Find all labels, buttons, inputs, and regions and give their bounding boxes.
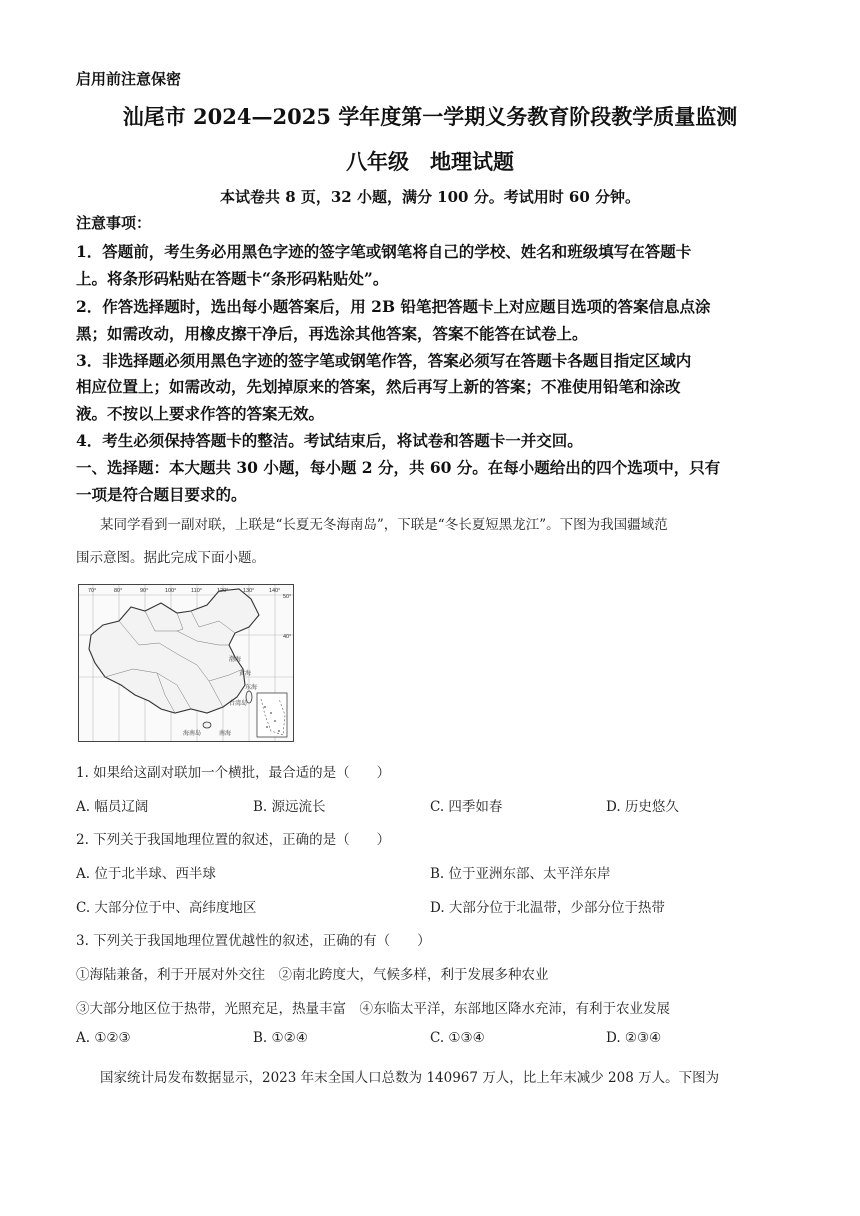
notice-line: 1．答题前，考生务必用黑色字迹的签字笔或钢笔将自己的学校、姓名和班级填写在答题卡 xyxy=(76,242,692,261)
hainan-label: 海南岛 xyxy=(183,731,202,737)
q2-option-b[interactable]: B. 位于亚洲东部、太平洋东岸 xyxy=(430,866,611,882)
exam-subtitle: 八年级 地理试题 xyxy=(346,149,514,174)
notice-line: 3．非选择题必须用黑色字迹的签字笔或钢笔作答，答案必须写在答题卡各题目指定区域内 xyxy=(76,351,692,370)
q3-option-d[interactable]: D. ②③④ xyxy=(606,1030,662,1046)
lat-label: 40° xyxy=(283,634,292,640)
q2-option-c[interactable]: C. 大部分位于中、高纬度地区 xyxy=(76,900,257,916)
notice-line: 2．作答选择题时，选出每小题答案后，用 2B 铅笔把答题卡上对应题目选项的答案信息点涂 xyxy=(76,297,711,316)
notice-line: 液。不按以上要求作答的答案无效。 xyxy=(76,404,325,423)
lon-label: 140° xyxy=(269,588,281,594)
lon-label: 120° xyxy=(217,588,229,594)
material-intro-cont: 围示意图。据此完成下面小题。 xyxy=(76,550,265,566)
notice-line: 黑；如需改动，用橡皮擦干净后，再选涂其他答案，答案不能答在试卷上。 xyxy=(76,324,588,343)
q3-option-c[interactable]: C. ①③④ xyxy=(430,1030,485,1046)
lon-label: 90° xyxy=(140,588,149,594)
question-3-stem: 3. 下列关于我国地理位置优越性的叙述，正确的有（ ） xyxy=(76,933,431,949)
section-heading-cont: 一项是符合题目要求的。 xyxy=(76,485,247,504)
exam-title: 汕尾市 2024—2025 学年度第一学期义务教育阶段教学质量监测 xyxy=(122,104,738,129)
q1-option-b[interactable]: B. 源远流长 xyxy=(253,799,326,815)
notice-line: 4．考生必须保持答题卡的整洁。考试结束后，将试卷和答题卡一并交回。 xyxy=(76,431,583,450)
map-graphic xyxy=(79,585,293,741)
lat-label: 50° xyxy=(283,594,292,600)
china-territory-map xyxy=(78,584,294,742)
lon-label: 80° xyxy=(114,588,123,594)
lon-label: 100° xyxy=(165,588,177,594)
taiwan-label: 台湾岛 xyxy=(229,701,248,707)
question-1-stem: 1. 如果给这副对联加一个横批，最合适的是（ ） xyxy=(76,765,391,781)
notice-line: 相应位置上；如需改动，先划掉原来的答案，然后再写上新的答案；不准使用铅笔和涂改 xyxy=(76,377,681,396)
q1-option-a[interactable]: A. 幅员辽阔 xyxy=(76,799,149,815)
q2-option-a[interactable]: A. 位于北半球、西半球 xyxy=(76,866,216,882)
material-intro-2: 国家统计局发布数据显示，2023 年末全国人口总数为 140967 万人，比上年末减少 208 万人。下图为 xyxy=(100,1070,720,1086)
q3-option-b[interactable]: B. ①②④ xyxy=(253,1030,308,1046)
notice-line: 上。将条形码粘贴在答题卡“条形码粘贴处”。 xyxy=(76,269,389,288)
lon-label: 70° xyxy=(88,588,97,594)
question-2-stem: 2. 下列关于我国地理位置的叙述，正确的是（ ） xyxy=(76,832,391,848)
sea-label-east: 东海 xyxy=(245,685,258,691)
lon-label: 110° xyxy=(191,588,202,594)
confidential-note: 启用前注意保密 xyxy=(76,70,182,88)
q1-option-c[interactable]: C. 四季如春 xyxy=(430,799,503,815)
sea-label-bohai: 渤海 xyxy=(229,657,242,663)
q3-statements-line2: ③大部分地区位于热带，光照充足，热量丰富 ④东临太平洋，东部地区降水充沛，有利于农业发展 xyxy=(76,1001,670,1017)
q2-option-d[interactable]: D. 大部分位于北温带，少部分位于热带 xyxy=(430,900,665,916)
notice-heading: 注意事项： xyxy=(76,214,152,232)
section-heading: 一、选择题：本大题共 30 小题，每小题 2 分，共 60 分。在每小题给出的四个选项中，只有 xyxy=(76,458,721,477)
q3-option-a[interactable]: A. ①②③ xyxy=(76,1030,131,1046)
sea-label-yellow: 黄海 xyxy=(239,671,252,677)
q3-statements-line1: ①海陆兼备，利于开展对外交往 ②南北跨度大，气候多样，利于发展多种农业 xyxy=(76,967,549,983)
sea-label-south: 南海 xyxy=(219,731,232,737)
lon-label: 130° xyxy=(243,588,255,594)
q1-option-d[interactable]: D. 历史悠久 xyxy=(606,799,679,815)
exam-info: 本试卷共 8 页，32 小题，满分 100 分。考试用时 60 分钟。 xyxy=(219,188,641,206)
material-intro: 某同学看到一副对联，上联是“长夏无冬海南岛”，下联是“冬长夏短黑龙江”。下图为我国疆域范 xyxy=(100,517,668,533)
